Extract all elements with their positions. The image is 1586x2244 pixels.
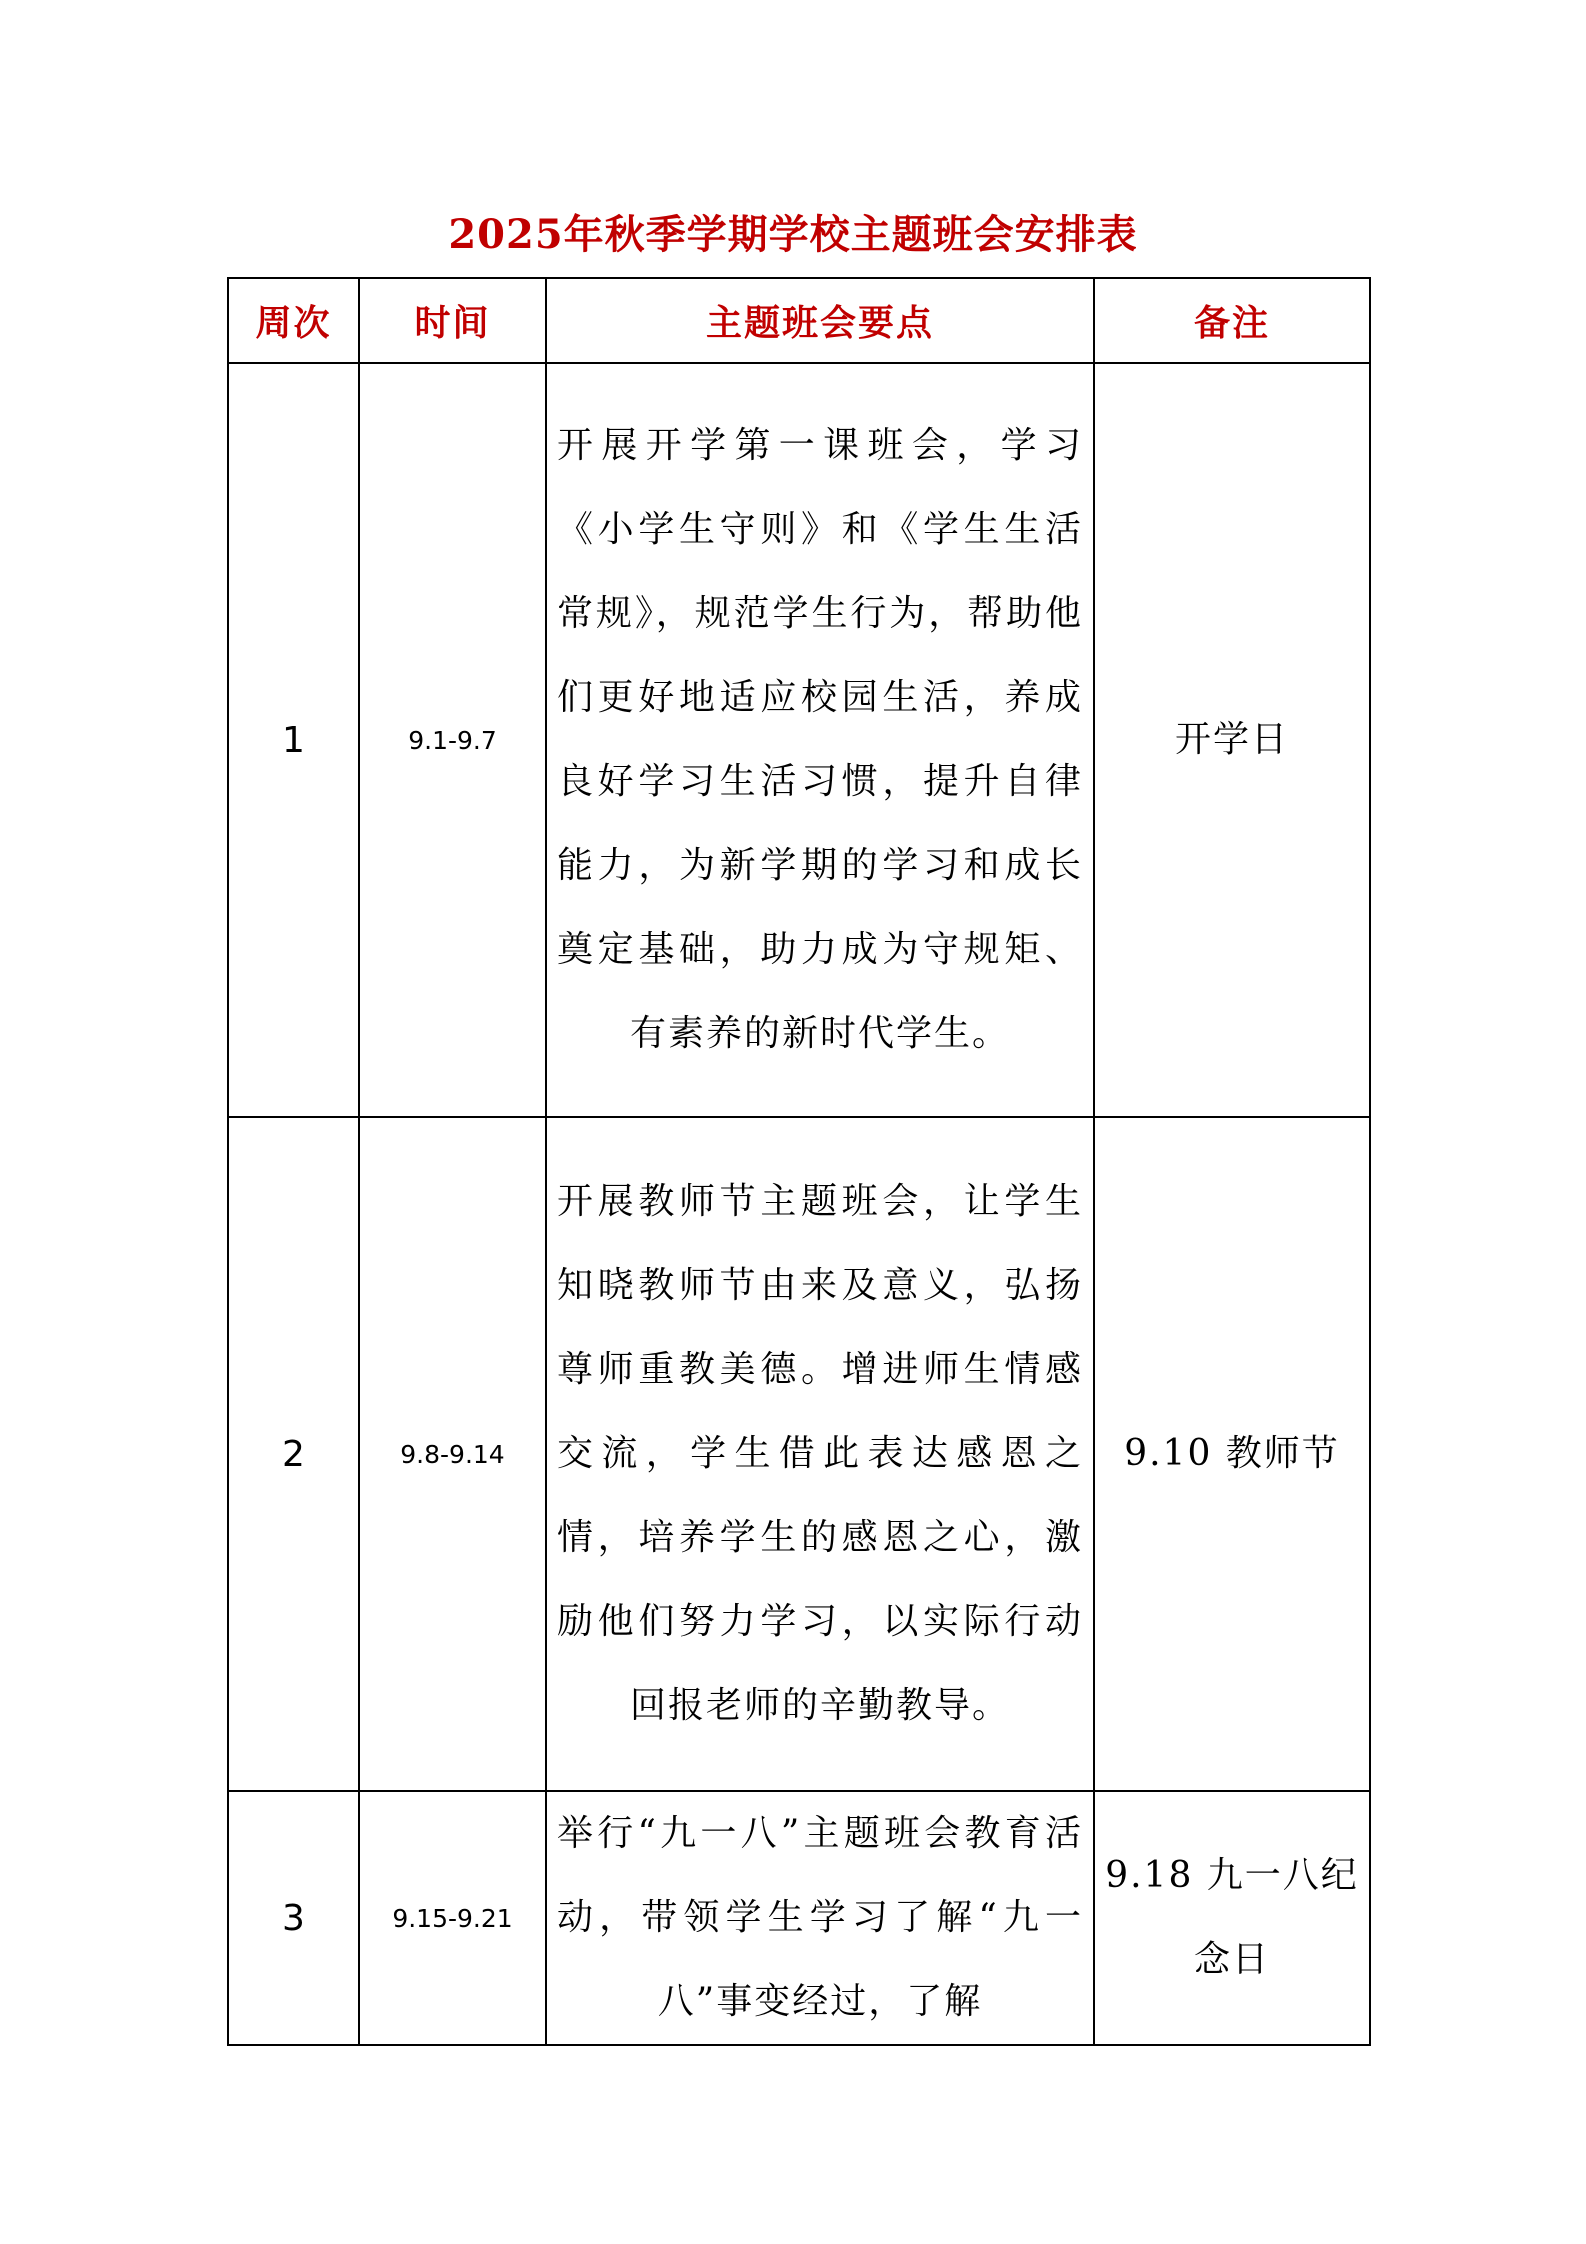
points-text: 举行“九一八”主题班会教育活动，带领学生学习了解“九一八”事变经过，了解 [557,1813,1083,2022]
week-cell: 1 [228,363,359,1117]
time-cell: 9.8-9.14 [359,1117,546,1791]
points-cell [546,1791,1094,2045]
table-row [228,1791,1370,2045]
table-row [228,1117,1370,1791]
points-text: 开展教师节主题班会，让学生知晓教师节由来及意义，弘扬尊师重教美德。增进师生情感交流，学生借此表达感恩之情，培养学生的感恩之心，激励他们努力学习，以实际行动回报老师的辛勤教导。 [557,1181,1083,1726]
table-row [228,363,1370,1117]
note-cell: 开学日 [1094,363,1370,1117]
header-points: 主题班会要点 [546,278,1094,363]
time-cell: 9.15-9.21 [359,1791,546,2045]
header-week: 周次 [228,278,359,363]
header-time: 时间 [359,278,546,363]
week-cell: 2 [228,1117,359,1791]
points-cell [546,363,1094,1117]
header-note: 备注 [1094,278,1370,363]
note-cell: 9.10 教师节 [1094,1117,1370,1791]
table-header-row [228,278,1370,363]
points-text: 开展开学第一课班会，学习《小学生守则》和《学生生活常规》，规范学生行为，帮助他们更好地适应校园生活，养成良好学习生活习惯，提升自律能力，为新学期的学习和成长奠定基础，助力成为守规矩、有素养的新时代学生。 [557,425,1083,1054]
schedule-table [227,277,1371,2046]
page-title: 2025年秋季学期学校主题班会安排表 [448,211,1138,258]
note-cell: 9.18 九一八纪念日 [1094,1791,1370,2045]
points-cell [546,1117,1094,1791]
week-cell: 3 [228,1791,359,2045]
time-cell: 9.1-9.7 [359,363,546,1117]
